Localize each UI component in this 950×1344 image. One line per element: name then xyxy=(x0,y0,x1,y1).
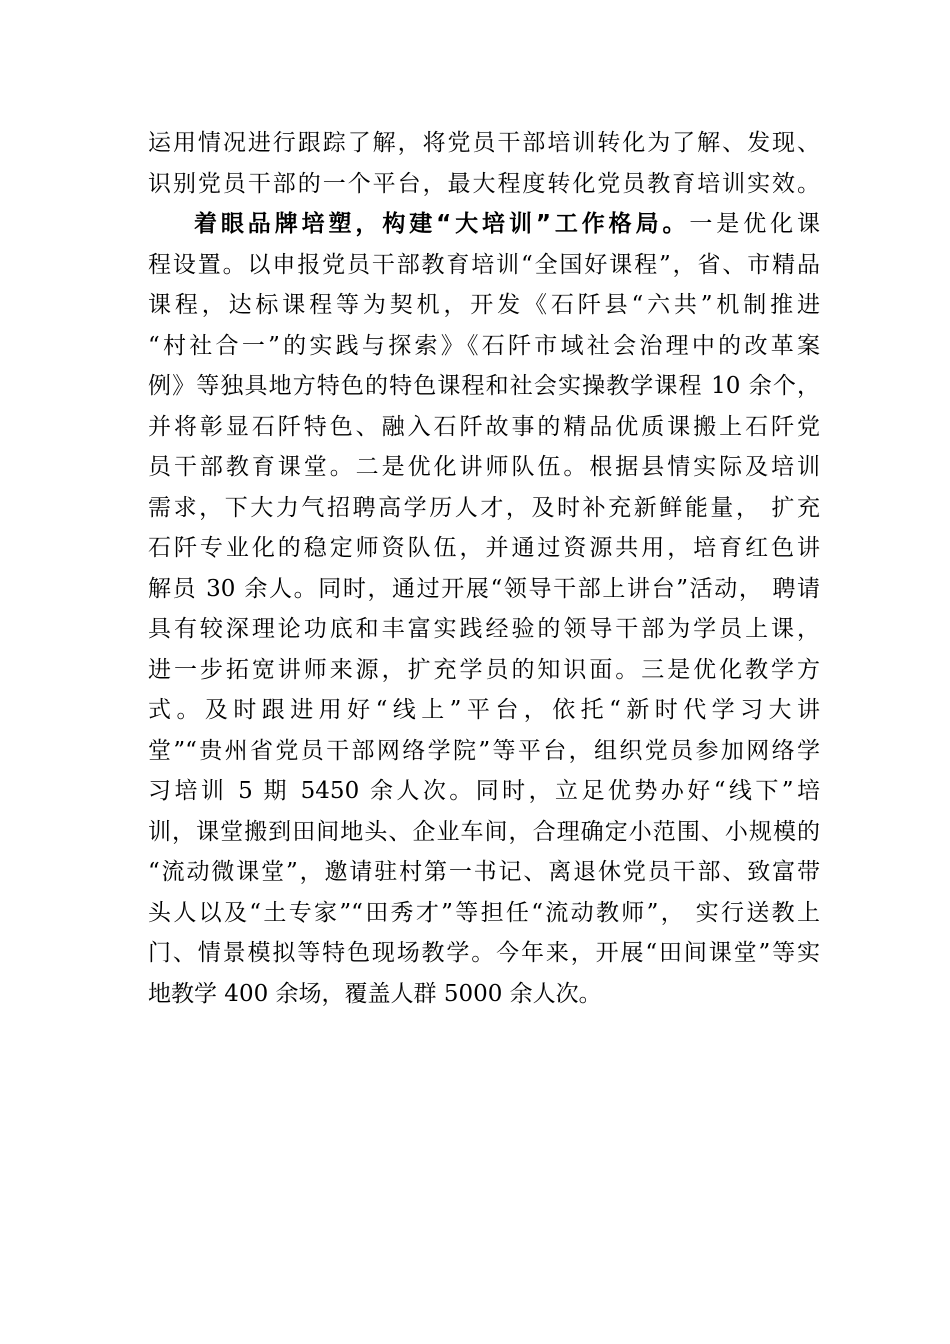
text-line: 堂”“贵州省党员干部网络学院”等平台，组织党员参加网络学 xyxy=(148,737,820,764)
text-line: 员干部教育课堂。二是优化讲师队伍。根据县情实际及培训 xyxy=(148,454,820,480)
text-line: 门、情景模拟等特色现场教学。今年来，开展“田间课堂”等实 xyxy=(148,940,820,966)
text-line xyxy=(148,204,820,245)
text-line: 课程，达标课程等为契机，开发《石阡县“六共”机制推进 xyxy=(148,292,820,318)
text-line: 需求，下大力气招聘高学历人才，及时补充新鲜能量， 扩充 xyxy=(148,494,820,521)
text-line: 运用情况进行跟踪了解，将党员干部培训转化为了解、发现、 xyxy=(148,130,820,156)
text-line: 识别党员干部的一个平台，最大程度转化党员教育培训实效。 xyxy=(148,170,820,197)
text-line: 头人以及“土专家”“田秀才”等担任“流动教师”， 实行送教上 xyxy=(148,899,820,926)
text-line: “村社合一”的实践与探索》《石阡市域社会治理中的改革案 xyxy=(148,332,820,359)
text-line: 并将彰显石阡特色、融入石阡故事的精品优质课搬上石阡党 xyxy=(148,413,820,440)
body-text xyxy=(148,123,820,1014)
paragraph-text: 一是优化课 xyxy=(689,211,821,237)
text-line: 解员 30 余人。同时，通过开展“领导干部上讲台”活动， 聘请 xyxy=(148,575,820,602)
text-line: 具有较深理论功底和丰富实践经验的领导干部为学员上课， xyxy=(148,616,820,642)
paragraph-heading: 着眼品牌培塑，构建“大培训”工作格局。 xyxy=(194,211,690,237)
text-line: 训，课堂搬到田间地头、企业车间，合理确定小范围、小规模的 xyxy=(148,818,820,845)
text-line: 习培训 5 期 5450 余人次。同时，立足优势办好“线下”培 xyxy=(148,778,820,804)
text-line: 程设置。以申报党员干部教育培训“全国好课程”，省、市精品 xyxy=(148,251,820,278)
text-line: 石阡专业化的稳定师资队伍，并通过资源共用，培育红色讲 xyxy=(148,535,820,561)
text-line: 式。及时跟进用好“线上”平台，依托“新时代学习大讲 xyxy=(148,697,820,723)
text-line: 地教学 400 余场，覆盖人群 5000 余人次。 xyxy=(148,980,602,1007)
text-line: “流动微课堂”，邀请驻村第一书记、离退休党员干部、致富带 xyxy=(148,859,820,885)
text-line: 进一步拓宽讲师来源，扩充学员的知识面。三是优化教学方 xyxy=(148,656,820,683)
text-line: 例》等独具地方特色的特色课程和社会实操教学课程 10 余个， xyxy=(148,373,820,399)
